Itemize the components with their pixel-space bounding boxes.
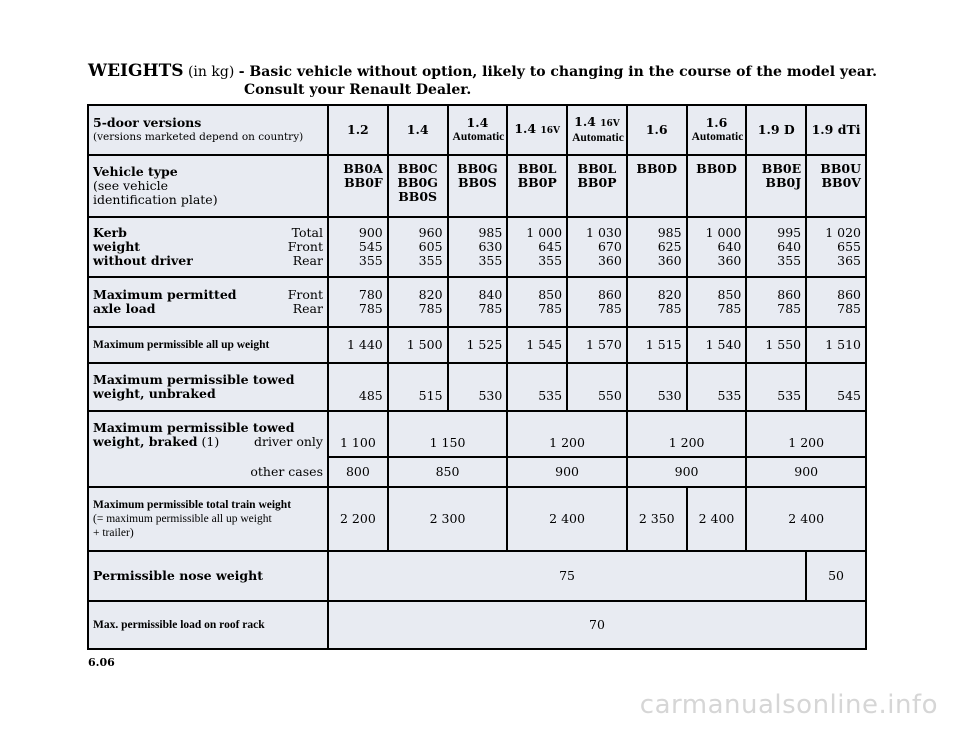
kerb-weight-row xyxy=(88,217,866,277)
braked-other-cell: 800 xyxy=(328,457,388,487)
axle-load-cell: 840 785 xyxy=(448,277,508,327)
col-header: 1.4 16V Automatic xyxy=(567,105,627,155)
axle-load-cell: 820 785 xyxy=(388,277,448,327)
braked-driver-cell: 1 200 xyxy=(507,411,627,457)
col-header: 1.2 xyxy=(328,105,388,155)
versions-label: 5-door versions xyxy=(93,115,202,130)
vehicle-type-note: identification plate) xyxy=(93,192,218,207)
train-weight-row xyxy=(88,487,866,551)
braked-other-cell: 900 xyxy=(507,457,627,487)
unbraked-cell: 515 xyxy=(388,363,448,411)
braked-driver-row xyxy=(88,411,866,457)
all-up-weight-cell: 1 500 xyxy=(388,327,448,363)
braked-driver-cell: 1 100 xyxy=(328,411,388,457)
unbraked-cell: 550 xyxy=(567,363,627,411)
col-header: 1.6 Automatic xyxy=(687,105,747,155)
vehicle-type-cell: BB0G BB0S xyxy=(448,155,508,217)
all-up-weight-cell: 1 545 xyxy=(507,327,567,363)
kerb-weight-cell: 985 630 355 xyxy=(448,217,508,277)
train-weight-cell: 2 200 xyxy=(328,487,388,551)
vehicle-type-cell: BB0L BB0P xyxy=(567,155,627,217)
axle-load-cell: 820 785 xyxy=(627,277,687,327)
unbraked-cell: 485 xyxy=(328,363,388,411)
kerb-weight-cell: 985 625 360 xyxy=(627,217,687,277)
vehicle-type-cell: BB0L BB0P xyxy=(507,155,567,217)
nose-weight-cell: 75 xyxy=(328,551,806,601)
braked-driver-cell: 1 200 xyxy=(746,411,866,457)
kerb-weight-cell: 1 000 640 360 xyxy=(687,217,747,277)
description-line-1: - Basic vehicle without option, likely to changing in the course of the model year. xyxy=(238,64,877,80)
braked-driver-cell: 1 200 xyxy=(627,411,747,457)
unbraked-cell: 545 xyxy=(806,363,866,411)
braked-other-cell: 900 xyxy=(746,457,866,487)
braked-driver-cell: 1 150 xyxy=(388,411,508,457)
vehicle-type-cell: BB0U BB0V xyxy=(806,155,866,217)
train-weight-label: Maximum permissible total train weight (= maximum permissible all up weight + trailer) xyxy=(88,487,328,551)
kerb-weight-label: Kerb Total weight Front without driver Rear xyxy=(88,217,328,277)
axle-load-label: Maximum permitted Front axle load Rear xyxy=(88,277,328,327)
roof-load-cell: 70 xyxy=(328,601,866,649)
axle-load-cell: 860 785 xyxy=(806,277,866,327)
all-up-weight-cell: 1 510 xyxy=(806,327,866,363)
train-weight-cell: 2 400 xyxy=(507,487,627,551)
unbraked-cell: 535 xyxy=(507,363,567,411)
description-line-2: Consult your Renault Dealer. xyxy=(244,82,472,98)
train-weight-cell: 2 300 xyxy=(388,487,508,551)
axle-load-cell: 860 785 xyxy=(567,277,627,327)
page-number: 6.06 xyxy=(88,656,115,669)
vehicle-type-label: Vehicle type xyxy=(93,164,178,179)
weights-table xyxy=(87,104,867,650)
unbraked-label: Maximum permissible towed weight, unbraked xyxy=(88,363,328,411)
all-up-weight-cell: 1 540 xyxy=(687,327,747,363)
page-title: WEIGHTS xyxy=(88,61,184,81)
vehicle-type-cell: BB0C BB0G BB0S xyxy=(388,155,448,217)
axle-load-cell: 850 785 xyxy=(507,277,567,327)
axle-load-cell: 780 785 xyxy=(328,277,388,327)
kerb-weight-cell: 995 640 355 xyxy=(746,217,806,277)
unbraked-cell: 535 xyxy=(687,363,747,411)
kerb-weight-cell: 1 030 670 360 xyxy=(567,217,627,277)
col-header: 1.9 D xyxy=(746,105,806,155)
braked-other-cell: 900 xyxy=(627,457,747,487)
braked-other-row xyxy=(88,457,866,487)
kerb-weight-cell: 1 020 655 365 xyxy=(806,217,866,277)
unbraked-cell: 530 xyxy=(448,363,508,411)
vehicle-type-cell: BB0D xyxy=(627,155,687,217)
all-up-weight-cell: 1 515 xyxy=(627,327,687,363)
watermark: carmanualsonline.info xyxy=(639,690,938,720)
nose-weight-label: Permissible nose weight xyxy=(88,551,328,601)
col-header: 1.4 Automatic xyxy=(448,105,508,155)
braked-other-cell: 850 xyxy=(388,457,508,487)
unit-label: (in kg) xyxy=(187,64,235,80)
unbraked-cell: 535 xyxy=(746,363,806,411)
roof-load-row xyxy=(88,601,866,649)
col-header: 1.6 xyxy=(627,105,687,155)
roof-load-label: Max. permissible load on roof rack xyxy=(88,601,328,649)
kerb-weight-cell: 900 545 355 xyxy=(328,217,388,277)
axle-load-cell: 860 785 xyxy=(746,277,806,327)
train-weight-cell: 2 400 xyxy=(746,487,866,551)
vehicle-type-note: (see vehicle xyxy=(93,178,168,193)
versions-note: (versions marketed depend on country) xyxy=(93,131,304,143)
unbraked-row xyxy=(88,363,866,411)
unbraked-cell: 530 xyxy=(627,363,687,411)
versions-row xyxy=(88,105,866,155)
col-header: 1.9 dTi xyxy=(806,105,866,155)
train-weight-cell: 2 400 xyxy=(687,487,747,551)
all-up-weight-cell: 1 440 xyxy=(328,327,388,363)
kerb-weight-cell: 960 605 355 xyxy=(388,217,448,277)
vehicle-type-cell: BB0D xyxy=(687,155,747,217)
train-weight-cell: 2 350 xyxy=(627,487,687,551)
vehicle-type-row xyxy=(88,155,866,217)
braked-other-label: other cases xyxy=(88,457,328,487)
kerb-weight-cell: 1 000 645 355 xyxy=(507,217,567,277)
all-up-weight-cell: 1 550 xyxy=(746,327,806,363)
braked-label: Maximum permissible towed weight, braked (1) driver only xyxy=(88,411,328,457)
nose-weight-cell: 50 xyxy=(806,551,866,601)
vehicle-type-cell: BB0E BB0J xyxy=(746,155,806,217)
all-up-weight-cell: 1 570 xyxy=(567,327,627,363)
axle-load-row xyxy=(88,277,866,327)
page-header xyxy=(88,62,888,99)
nose-weight-row xyxy=(88,551,866,601)
vehicle-type-cell: BB0A BB0F xyxy=(328,155,388,217)
col-header: 1.4 16V xyxy=(507,105,567,155)
all-up-weight-row xyxy=(88,327,866,363)
all-up-weight-label: Maximum permissible all up weight xyxy=(88,327,328,363)
all-up-weight-cell: 1 525 xyxy=(448,327,508,363)
col-header: 1.4 xyxy=(388,105,448,155)
axle-load-cell: 850 785 xyxy=(687,277,747,327)
